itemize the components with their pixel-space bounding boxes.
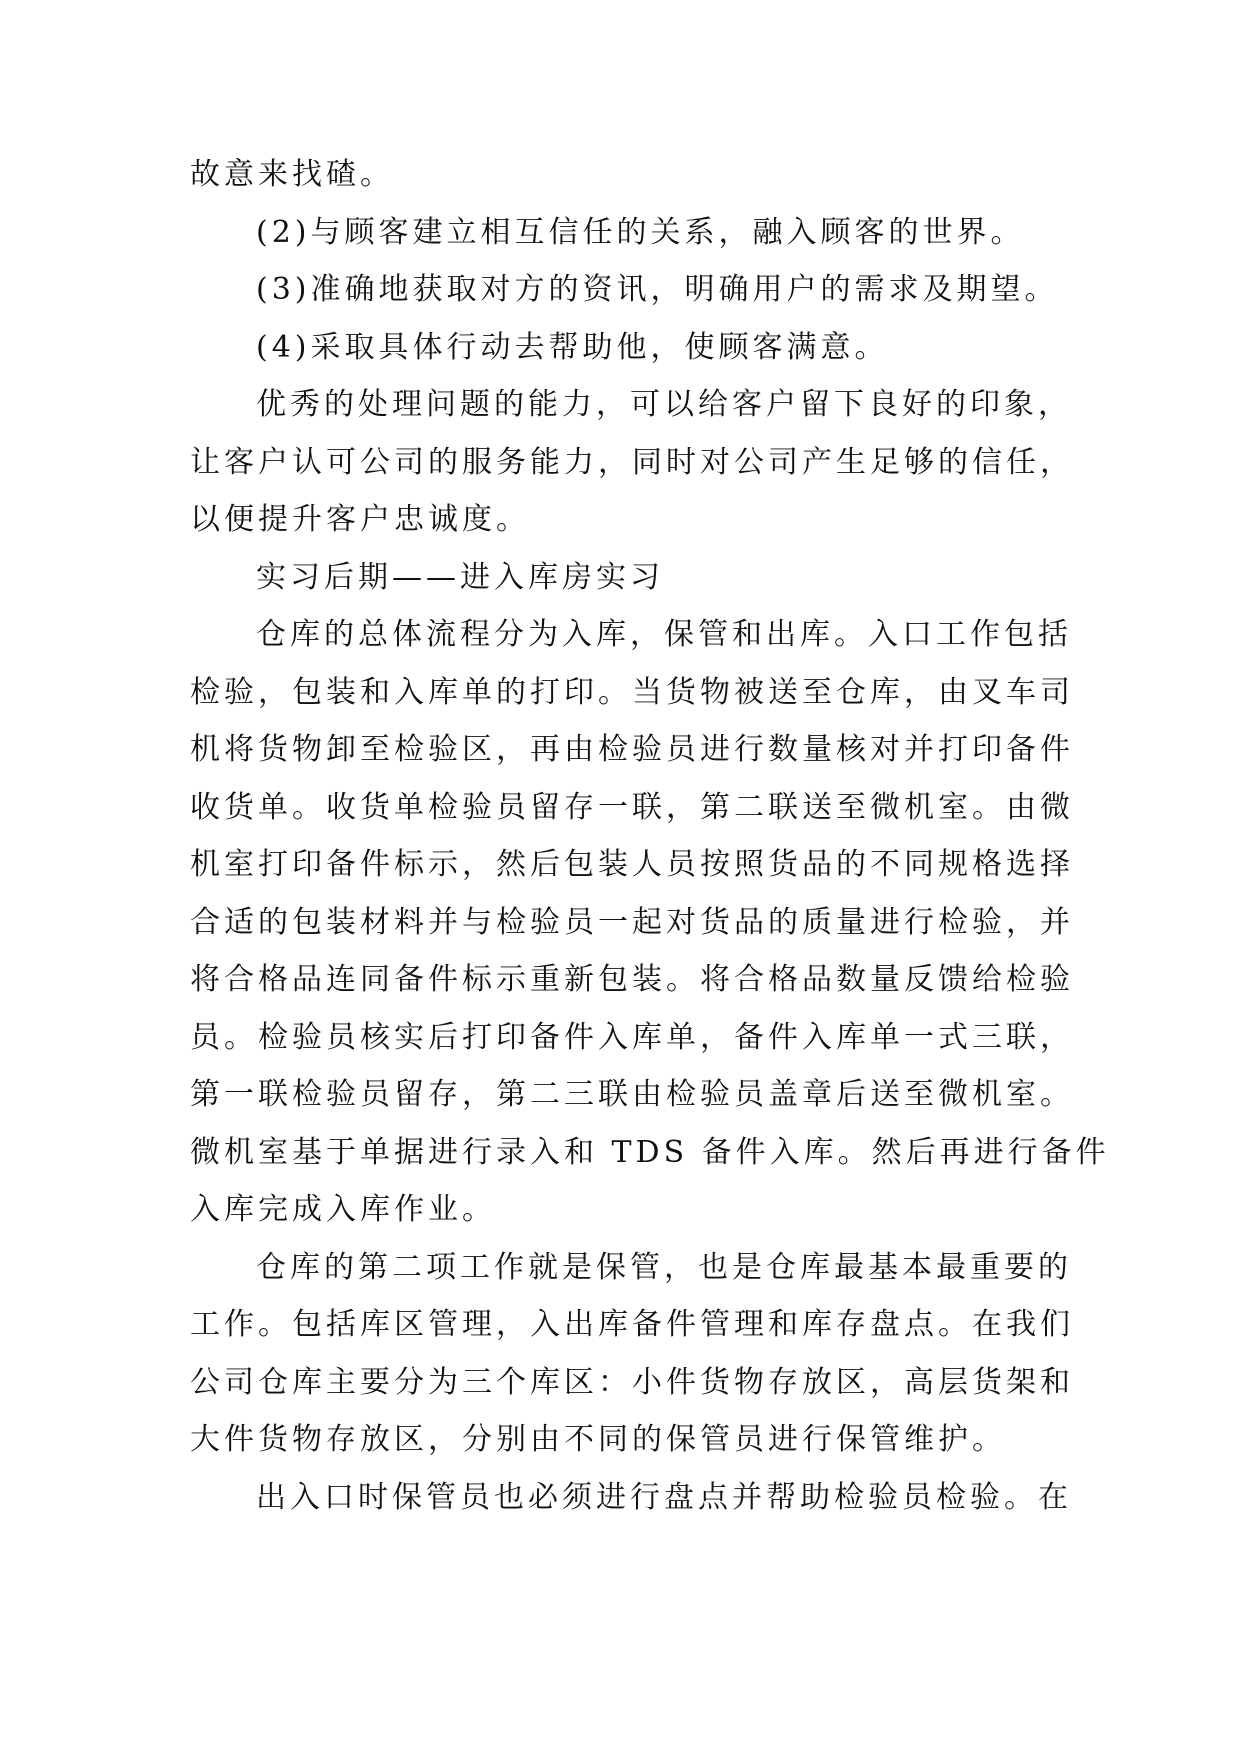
text-line: 检验，包装和入库单的打印。当货物被送至仓库，由叉车司: [190, 674, 1074, 710]
text-line: 将合格品连同备件标示重新包装。将合格品数量反馈给检验: [190, 962, 1074, 997]
text-line: 公司仓库主要分为三个库区：小件货物存放区，高层货架和: [190, 1364, 1074, 1400]
text-line: 合适的包装材料并与检验员一起对货品的质量进行检验，并: [190, 904, 1074, 940]
text-line: 微机室基于单据进行录入和 TDS 备件入库。然后再进行备件: [190, 1134, 1110, 1170]
text-line: 以便提升客户忠诚度。: [190, 502, 530, 537]
text-line: (3)准确地获取对方的资讯，明确用户的需求及期望。: [256, 272, 1059, 307]
text-line: 让客户认可公司的服务能力，同时对公司产生足够的信任，: [190, 444, 1074, 480]
text-line: 大件货物存放区，分别由不同的保管员进行保管维护。: [190, 1422, 1006, 1457]
text-line: 机将货物卸至检验区，再由检验员进行数量核对并打印备件: [190, 732, 1074, 767]
document-body: [190, 146, 1110, 1526]
text-line: (2)与顾客建立相互信任的关系，融入顾客的世界。: [256, 214, 1025, 250]
text-line: 出入口时保管员也必须进行盘点并帮助检验员检验。在: [256, 1479, 1072, 1515]
text-line: 工作。包括库区管理，入出库备件管理和库存盘点。在我们: [190, 1307, 1074, 1342]
text-line: 机室打印备件标示，然后包装人员按照货品的不同规格选择: [190, 847, 1074, 882]
text-line: (4)采取具体行动去帮助他，使顾客满意。: [256, 329, 889, 365]
text-line: 第一联检验员留存，第二三联由检验员盖章后送至微机室。: [190, 1077, 1074, 1112]
text-line: 入库完成入库作业。: [190, 1192, 496, 1227]
text-line: 收货单。收货单检验员留存一联，第二联送至微机室。由微: [190, 789, 1074, 825]
text-line: 员。检验员核实后打印备件入库单，备件入库单一式三联，: [190, 1019, 1074, 1055]
text-line: 故意来找碴。: [190, 157, 394, 192]
text-line: 仓库的第二项工作就是保管，也是仓库最基本最重要的: [256, 1249, 1072, 1285]
text-line: 优秀的处理问题的能力，可以给客户留下良好的印象，: [256, 387, 1072, 422]
text-line: 仓库的总体流程分为入库，保管和出库。入口工作包括: [256, 617, 1072, 652]
text-line: 实习后期——进入库房实习: [256, 559, 664, 595]
